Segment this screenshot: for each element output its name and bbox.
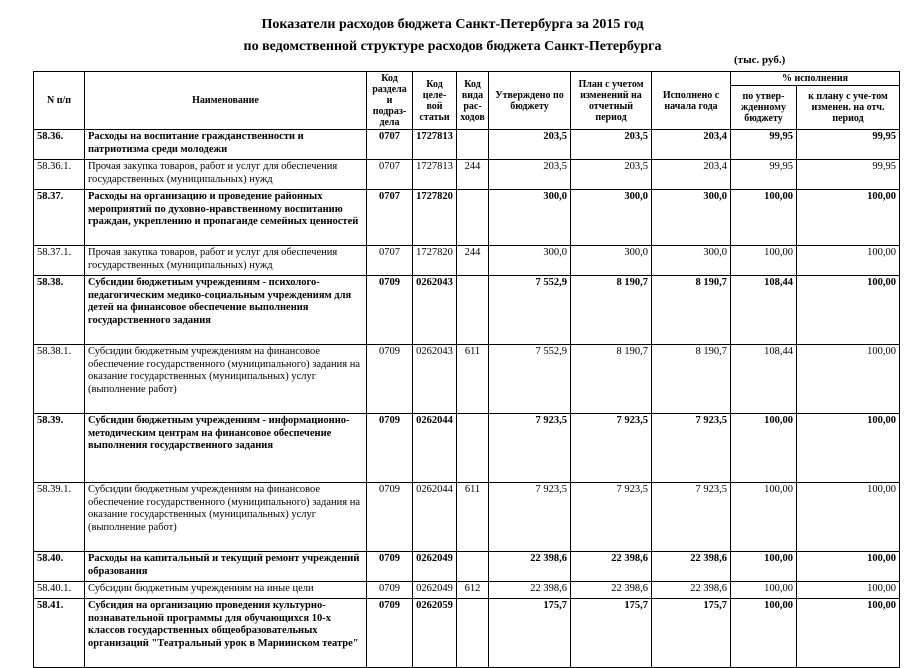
cell-target: 1727820 [413, 190, 457, 246]
cell-section: 0709 [367, 599, 413, 668]
table-row [34, 345, 900, 414]
cell-name: Прочая закупка товаров, работ и услуг для обеспечения государственных (муниципальных) нужд [85, 246, 367, 276]
cell-type: 244 [457, 246, 489, 276]
cell-plan: 203,5 [571, 130, 652, 160]
cell-type: 611 [457, 345, 489, 414]
cell-approved: 7 552,9 [489, 276, 571, 345]
cell-target: 0262049 [413, 582, 457, 599]
cell-pct-approved: 100,00 [731, 582, 797, 599]
cell-approved: 203,5 [489, 160, 571, 190]
cell-executed: 22 398,6 [652, 552, 731, 582]
cell-type [457, 414, 489, 483]
cell-type [457, 276, 489, 345]
cell-pct-approved: 100,00 [731, 552, 797, 582]
cell-approved: 22 398,6 [489, 582, 571, 599]
cell-section: 0709 [367, 483, 413, 552]
cell-type: 611 [457, 483, 489, 552]
table-row [34, 414, 900, 483]
cell-pct-approved: 100,00 [731, 190, 797, 246]
cell-pct-approved: 108,44 [731, 276, 797, 345]
cell-plan: 300,0 [571, 246, 652, 276]
header-approved: Утверждено по бюджету [489, 72, 571, 130]
cell-num: 58.40.1. [34, 582, 85, 599]
header-section: Код раздела и подраз-дела [367, 72, 413, 130]
table-row [34, 276, 900, 345]
cell-target: 0262043 [413, 276, 457, 345]
report-title: Показатели расходов бюджета Санкт-Петербурга за 2015 год [261, 17, 644, 32]
table-row [34, 246, 900, 276]
cell-approved: 203,5 [489, 130, 571, 160]
cell-executed: 22 398,6 [652, 582, 731, 599]
cell-pct-plan: 100,00 [797, 552, 900, 582]
cell-pct-approved: 100,00 [731, 483, 797, 552]
cell-plan: 7 923,5 [571, 414, 652, 483]
cell-num: 58.36.1. [34, 160, 85, 190]
cell-pct-approved: 99,95 [731, 130, 797, 160]
cell-pct-plan: 100,00 [797, 190, 900, 246]
cell-pct-plan: 100,00 [797, 345, 900, 414]
header-name: Наименование [85, 72, 367, 130]
cell-num: 58.39.1. [34, 483, 85, 552]
cell-name: Субсидия на организацию проведения культурно-познавательной программы для обучающихся 10-х классов государственных общеобразовательных организаций "Театральный урок в Мариинском театре" [85, 599, 367, 668]
cell-executed: 7 923,5 [652, 414, 731, 483]
cell-type [457, 190, 489, 246]
cell-num: 58.41. [34, 599, 85, 668]
header-executed: Исполнено с начала года [652, 72, 731, 130]
cell-plan: 22 398,6 [571, 582, 652, 599]
header-num: N п/п [34, 72, 85, 130]
cell-name: Субсидии бюджетным учреждениям - психолого-педагогическим медико-социальным учреждениям для детей на финансовое обеспечение выполнения государственного задания [85, 276, 367, 345]
header-type: Код вида рас-ходов [457, 72, 489, 130]
cell-num: 58.38. [34, 276, 85, 345]
cell-section: 0709 [367, 552, 413, 582]
cell-target: 0262043 [413, 345, 457, 414]
table-row [34, 552, 900, 582]
table-row [34, 130, 900, 160]
table-row [34, 160, 900, 190]
report-subtitle: по ведомственной структуре расходов бюджета Санкт-Петербурга [243, 39, 662, 54]
cell-executed: 175,7 [652, 599, 731, 668]
cell-section: 0707 [367, 246, 413, 276]
cell-name: Субсидии бюджетным учреждениям - информационно-методическим центрам на финансовое обеспечение выполнения государственного задания [85, 414, 367, 483]
cell-plan: 8 190,7 [571, 276, 652, 345]
cell-pct-plan: 100,00 [797, 276, 900, 345]
cell-plan: 300,0 [571, 190, 652, 246]
cell-target: 1727813 [413, 160, 457, 190]
cell-approved: 175,7 [489, 599, 571, 668]
cell-pct-plan: 100,00 [797, 246, 900, 276]
cell-section: 0707 [367, 160, 413, 190]
cell-name: Субсидии бюджетным учреждениям на финансовое обеспечение государственного (муниципального) задания на оказание государственных (муниципальных) услуг (выполнение работ) [85, 483, 367, 552]
cell-approved: 22 398,6 [489, 552, 571, 582]
cell-pct-approved: 108,44 [731, 345, 797, 414]
cell-type [457, 552, 489, 582]
cell-pct-plan: 99,95 [797, 160, 900, 190]
table-row [34, 190, 900, 246]
cell-num: 58.36. [34, 130, 85, 160]
cell-num: 58.37. [34, 190, 85, 246]
cell-name: Расходы на воспитание гражданственности и патриотизма среди молодежи [85, 130, 367, 160]
table-row [34, 582, 900, 599]
cell-executed: 300,0 [652, 246, 731, 276]
cell-num: 58.39. [34, 414, 85, 483]
units-label: (тыс. руб.) [734, 54, 786, 66]
cell-target: 1727820 [413, 246, 457, 276]
cell-approved: 300,0 [489, 190, 571, 246]
cell-section: 0709 [367, 414, 413, 483]
cell-name: Субсидии бюджетным учреждениям на иные цели [85, 582, 367, 599]
table-body [34, 130, 900, 668]
table-row [34, 483, 900, 552]
cell-section: 0709 [367, 345, 413, 414]
table-row [34, 599, 900, 668]
cell-num: 58.40. [34, 552, 85, 582]
cell-pct-plan: 100,00 [797, 599, 900, 668]
cell-pct-plan: 100,00 [797, 483, 900, 552]
cell-target: 0262044 [413, 483, 457, 552]
cell-target: 0262044 [413, 414, 457, 483]
cell-plan: 8 190,7 [571, 345, 652, 414]
cell-executed: 203,4 [652, 160, 731, 190]
cell-pct-plan: 100,00 [797, 582, 900, 599]
cell-executed: 8 190,7 [652, 345, 731, 414]
cell-executed: 300,0 [652, 190, 731, 246]
cell-pct-plan: 99,95 [797, 130, 900, 160]
cell-plan: 175,7 [571, 599, 652, 668]
cell-type: 612 [457, 582, 489, 599]
cell-name: Прочая закупка товаров, работ и услуг для обеспечения государственных (муниципальных) нужд [85, 160, 367, 190]
cell-name: Расходы на капитальный и текущий ремонт учреждений образования [85, 552, 367, 582]
cell-section: 0709 [367, 276, 413, 345]
cell-name: Расходы на организацию и проведение районных мероприятий по духовно-нравственному воспитанию граждан, укреплению и пропаганде семейных ценностей [85, 190, 367, 246]
header-pct-approved: по утвер-жденному бюджету [731, 86, 797, 130]
budget-table [33, 71, 900, 668]
cell-type [457, 599, 489, 668]
cell-pct-plan: 100,00 [797, 414, 900, 483]
header-target: Код целе-вой статьи [413, 72, 457, 130]
cell-type [457, 130, 489, 160]
cell-num: 58.37.1. [34, 246, 85, 276]
cell-pct-approved: 100,00 [731, 414, 797, 483]
header-pct-plan: к плану с уче-том изменен. на отч. период [797, 86, 900, 130]
cell-name: Субсидии бюджетным учреждениям на финансовое обеспечение государственного (муниципального) задания на оказание государственных (муниципальных) услуг (выполнение работ) [85, 345, 367, 414]
cell-section: 0707 [367, 190, 413, 246]
cell-plan: 203,5 [571, 160, 652, 190]
cell-approved: 7 923,5 [489, 483, 571, 552]
cell-section: 0707 [367, 130, 413, 160]
cell-plan: 22 398,6 [571, 552, 652, 582]
cell-num: 58.38.1. [34, 345, 85, 414]
cell-section: 0709 [367, 582, 413, 599]
cell-target: 1727813 [413, 130, 457, 160]
cell-target: 0262049 [413, 552, 457, 582]
cell-pct-approved: 99,95 [731, 160, 797, 190]
cell-plan: 7 923,5 [571, 483, 652, 552]
cell-pct-approved: 100,00 [731, 599, 797, 668]
cell-pct-approved: 100,00 [731, 246, 797, 276]
cell-approved: 7 923,5 [489, 414, 571, 483]
cell-executed: 7 923,5 [652, 483, 731, 552]
cell-type: 244 [457, 160, 489, 190]
header-plan: План с учетом изменений на отчетный период [571, 72, 652, 130]
cell-approved: 300,0 [489, 246, 571, 276]
cell-approved: 7 552,9 [489, 345, 571, 414]
cell-executed: 203,4 [652, 130, 731, 160]
cell-executed: 8 190,7 [652, 276, 731, 345]
header-pct-group: % исполнения [731, 72, 900, 86]
cell-target: 0262059 [413, 599, 457, 668]
